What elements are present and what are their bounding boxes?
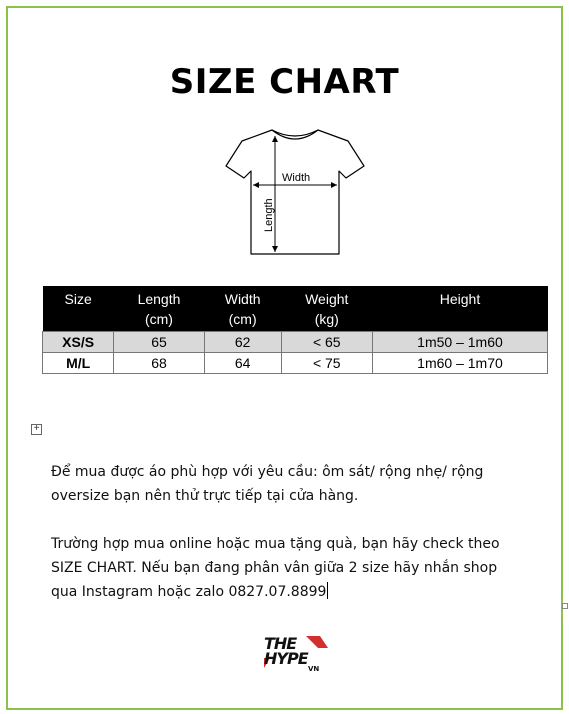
size-table	[42, 286, 548, 374]
paragraph-online-text: Trường hợp mua online hoặc mua tặng quà, bạn hãy check theo SIZE CHART. Nếu bạn đang phân vân giữa 2 size hãy nhắn shop qua Instagram hoặc zalo 0827.07.8899	[51, 536, 500, 600]
paragraph-fitting-advice[interactable]: Để mua được áo phù hợp với yêu cầu: ôm sát/ rộng nhẹ/ rộng oversize bạn nên thử trực tiếp tại cửa hàng.	[51, 464, 484, 504]
cell-length: 68	[114, 353, 204, 374]
header-length: Length (cm)	[114, 286, 204, 332]
cell-size: M/L	[43, 353, 114, 374]
cell-width: 62	[204, 332, 281, 353]
table-move-handle-icon[interactable]: +	[31, 424, 42, 435]
text-cursor	[327, 582, 328, 599]
page-resize-handle[interactable]	[562, 603, 568, 609]
cell-height: 1m50 – 1m60	[372, 332, 547, 353]
cell-height: 1m60 – 1m70	[372, 353, 547, 374]
tshirt-diagram	[224, 128, 366, 256]
cell-length: 65	[114, 332, 204, 353]
table-row	[43, 332, 548, 353]
cell-weight: < 65	[281, 332, 372, 353]
header-width: Width (cm)	[204, 286, 281, 332]
length-label: Length	[263, 198, 275, 232]
cell-size: XS/S	[43, 332, 114, 353]
cell-width: 64	[204, 353, 281, 374]
table-row	[43, 353, 548, 374]
table-header-row	[43, 286, 548, 332]
cell-weight: < 75	[281, 353, 372, 374]
logo-text-the: THE	[264, 634, 297, 653]
paragraph-online-advice[interactable]	[51, 532, 511, 604]
brand-logo	[262, 634, 328, 676]
header-height: Height	[372, 286, 547, 332]
width-label: Width	[282, 172, 311, 184]
tshirt-outline	[226, 130, 364, 254]
page-title: SIZE CHART	[169, 62, 400, 102]
header-size: Size	[43, 286, 114, 332]
logo-text-vn: VN	[308, 665, 320, 673]
logo-text-hype: HYPE	[264, 649, 308, 668]
header-weight: Weight (kg)	[281, 286, 372, 332]
